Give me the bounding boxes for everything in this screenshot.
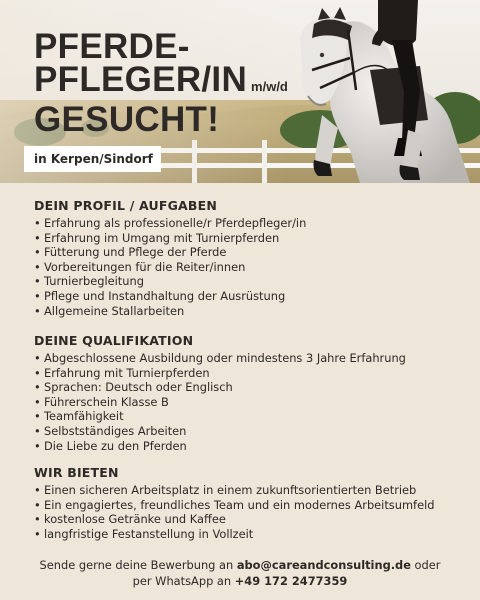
- headline-line-3: GESUCHT!: [34, 100, 220, 139]
- list-item: • Erfahrung mit Turnierpferden: [34, 365, 210, 380]
- list-qualification: [34, 351, 464, 453]
- list-item: • Vorbereitungen für die Reiter/innen: [34, 259, 246, 274]
- list-item: • Einen sicheren Arbeitsplatz in einem zukunftsorientierten Betrieb: [34, 483, 417, 497]
- list-item: • Teamfähigkeit: [34, 409, 124, 424]
- whatsapp-number[interactable]: +49 172 2477359: [234, 574, 348, 588]
- contact-line-1: Sende gerne deine Bewerbung an abo@careandconsulting.de oder: [39, 558, 441, 572]
- headline-job-title: PFLEGER/IN: [34, 60, 248, 99]
- list-item: • Führerschein Klasse B: [34, 394, 169, 409]
- list-item: • Fütterung und Pflege der Pferde: [34, 245, 227, 260]
- section-title-qualification: DEINE QUALIFIKATION: [34, 333, 194, 348]
- headline: [34, 27, 288, 139]
- section-offer: [34, 465, 464, 541]
- list-item: • langfristige Festanstellung in Vollzeit: [34, 526, 254, 541]
- hero-photo: [0, 0, 480, 183]
- list-item: • kostenlose Getränke und Kaffee: [34, 512, 226, 527]
- list-offer: [34, 483, 464, 541]
- list-item: • Ein engagiertes, freundliches Team und ein modernes Arbeitsumfeld: [34, 497, 435, 512]
- gender-note: m/w/d: [251, 79, 288, 94]
- list-item: • Sprachen: Deutsch oder Englisch: [34, 380, 233, 395]
- email-address[interactable]: abo@careandconsulting.de: [236, 558, 411, 572]
- list-item: • Erfahrung als professionelle/r Pferdepfleger/in: [34, 216, 307, 230]
- section-title-offer: WIR BIETEN: [34, 465, 119, 480]
- list-item: • Allgemeine Stallarbeiten: [34, 303, 185, 318]
- section-profile-tasks: [34, 198, 464, 318]
- list-item: • Turnierbegleitung: [34, 274, 144, 289]
- list-item: • Die Liebe zu den Pferden: [34, 438, 187, 453]
- list-item: • Pflege und Instandhaltung der Ausrüstung: [34, 288, 286, 303]
- list-item: • Erfahrung im Umgang mit Turnierpferden: [34, 230, 280, 245]
- list-profile: [34, 216, 464, 318]
- location-badge: in Kerpen/Sindorf: [24, 146, 161, 172]
- contact-line-2: per WhatsApp an +49 172 2477359: [132, 574, 348, 588]
- section-qualification: [34, 333, 464, 453]
- headline-line-1: PFERDE-: [34, 27, 190, 66]
- list-item: • Abgeschlossene Ausbildung oder mindestens 3 Jahre Erfahrung: [34, 351, 406, 365]
- contact-info: [0, 557, 480, 589]
- section-title-profile: DEIN PROFIL / AUFGABEN: [34, 198, 218, 213]
- list-item: • Selbstständiges Arbeiten: [34, 423, 187, 438]
- headline-line-2: [34, 60, 288, 103]
